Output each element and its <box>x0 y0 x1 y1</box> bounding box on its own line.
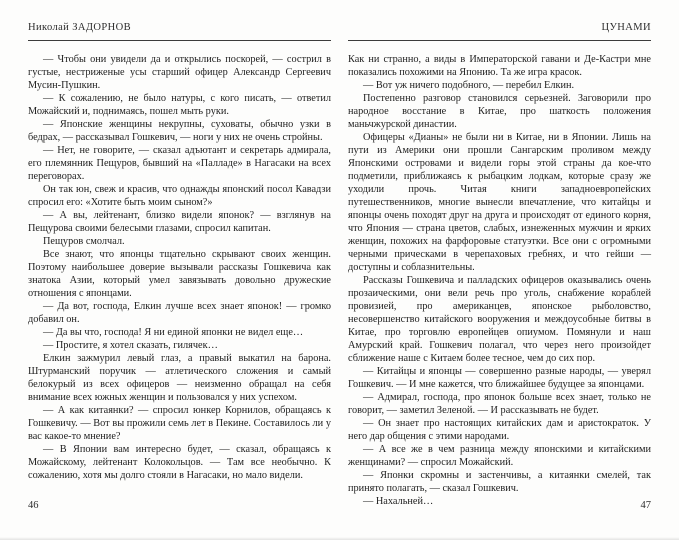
paragraph: — А вы, лейтенант, близко видели японок? — взглянув на Пещурова своими белесыми глазами, спросил капитан. <box>28 210 331 234</box>
paragraph: — А как китаянки? — спросил юнкер Корнилов, обращаясь к Гошкевичу. — Вот вы прожили семь лет в Пекине. Составилось ли у вас какое-то мнение? <box>28 405 331 442</box>
paragraph: — Он знает про настоящих китайских дам и аристократок. У него дар общения с этими народами. <box>348 418 651 442</box>
paragraph: — А все же в чем разница между японскими и китайскими женщинами? — спросил Можайский. <box>348 444 651 468</box>
paragraph: Постепенно разговор становился серьезней. Заговорили про народное восстание в Китае, про шаткость положения маньчжурской династии. <box>348 93 651 130</box>
paragraph: — Японские женщины некрупны, суховаты, обычно узки в бедрах, — рассказывал Гошкевич, — ноги у них не очень стройны. <box>28 119 331 143</box>
paragraph: — Нахальней… <box>363 496 434 507</box>
paragraph: Рассказы Гошкевича и палладских офицеров оказывались очень прозаическими, они вели речь про уголь, снабжение кораблей провизией, про американцев, японское рыболовство, несовершенство китайского вооружения и междоусобные битвы в Китае, про торговлю европейцев опиумом. Помянули и наш Амурский край. Гошкевич полагал, что через него произойдет сближение наше с Китаем более тесное, чем до сих пор. <box>348 275 651 364</box>
paragraph: — Адмирал, господа, про японок больше всех знает, только не говорит, — заметил Зеленой. — И рассказывать не будет. <box>348 392 651 416</box>
page-number-left: 46 <box>28 500 39 511</box>
paragraph: — Да вы что, господа! Я ни единой японки не видел еще… <box>43 327 304 338</box>
page-right-body <box>348 53 651 508</box>
running-head-author-text: Николай ЗАДОРНОВ <box>28 22 132 33</box>
paragraph: Все знают, что японцы тщательно скрывают своих женщин. Поэтому наибольшее доверие вызывали рассказы Гошкевича как знатока Азии, который умел завязывать довольно дружеские отношения с японцами. <box>28 249 331 299</box>
paragraph: — Простите, я хотел сказать, гилячек… <box>43 340 218 351</box>
paragraph: — Да вот, господа, Елкин лучше всех знает японок! — громко добавил он. <box>28 301 331 325</box>
running-head-author <box>28 22 331 41</box>
page-right <box>348 22 651 508</box>
page-left-body <box>28 53 331 482</box>
paragraph: — Вот уж ничего подобного, — перебил Елкин. <box>363 80 575 91</box>
paragraph: Пещуров смолчал. <box>43 236 125 247</box>
running-head-title <box>348 22 651 41</box>
paragraph: — Чтобы они увидели да и открылись поскорей, — сострил в густые, нестриженые усы старший офицер Александр Сергеевич Мусин-Пушкин. <box>28 54 331 91</box>
paragraph: — Нет, не говорите, — сказал адъютант и секретарь адмирала, его племянник Пещуров, бывший на «Палладе» в Нагасаки на всех переговорах. <box>28 145 331 182</box>
page-left <box>28 22 331 482</box>
paragraph-continuation: Как ни странно, а виды в Императорской гавани и Де-Кастри мне показались похожими на Японию. Та же игра красок. <box>348 54 651 78</box>
paragraph: Он так юн, свеж и красив, что однажды японский посол Кавадзи спросил его: «Хотите быть моим сыном?» <box>28 184 331 208</box>
paragraph: Офицеры «Дианы» не были ни в Китае, ни в Японии. Лишь на пути из Америки они прошли Сангарским проливом между Японскими островами и видели горы этой страны да кое-что подметили, приближаясь к рыбацким лодкам, которые сразу же уходили прочь. Читая книги западноевропейских путешественников, многие вынесли впечатление, что китайцы и японцы очень походят друг на друга и происходят от единого корня, что Япония — страна цветов, слабых, изнеженных мужчин и ярких женщин, похожих на фарфоровые статуэтки. Все они с огромными черными прическами в черепаховых гребнях, и что гейши — доступны и соблазнительны. <box>348 132 651 273</box>
paragraph: — Японки скромны и застенчивы, а китаянки смелей, так принято полагать, — сказал Гошкевич. <box>348 470 651 494</box>
page-number-right: 47 <box>640 500 651 511</box>
paragraph: — К сожалению, не было натуры, с кого писать, — ответил Можайский и, поднимаясь, пошел мыть руки. <box>28 93 331 117</box>
paragraph: Елкин зажмурил левый глаз, а правый выкатил на барона. Штурманский поручик — атлетического сложения и самый белокурый из всех офицеров — неизменно обращал на себя внимание всех южных женщин и пользовался у них успехом. <box>28 353 331 403</box>
paragraph: — В Японии вам интересно будет, — сказал, обращаясь к Можайскому, лейтенант Колокольцов. — Там все необычно. К сожалению, хотя мы долго стояли в Нагасаки, но мало видели. <box>28 444 331 481</box>
paragraph: — Китайцы и японцы — совершенно разные народы, — уверял Гошкевич. — И мне кажется, что ближайшее будущее за японцами. <box>348 366 651 390</box>
running-head-title-text: ЦУНАМИ <box>601 22 651 33</box>
